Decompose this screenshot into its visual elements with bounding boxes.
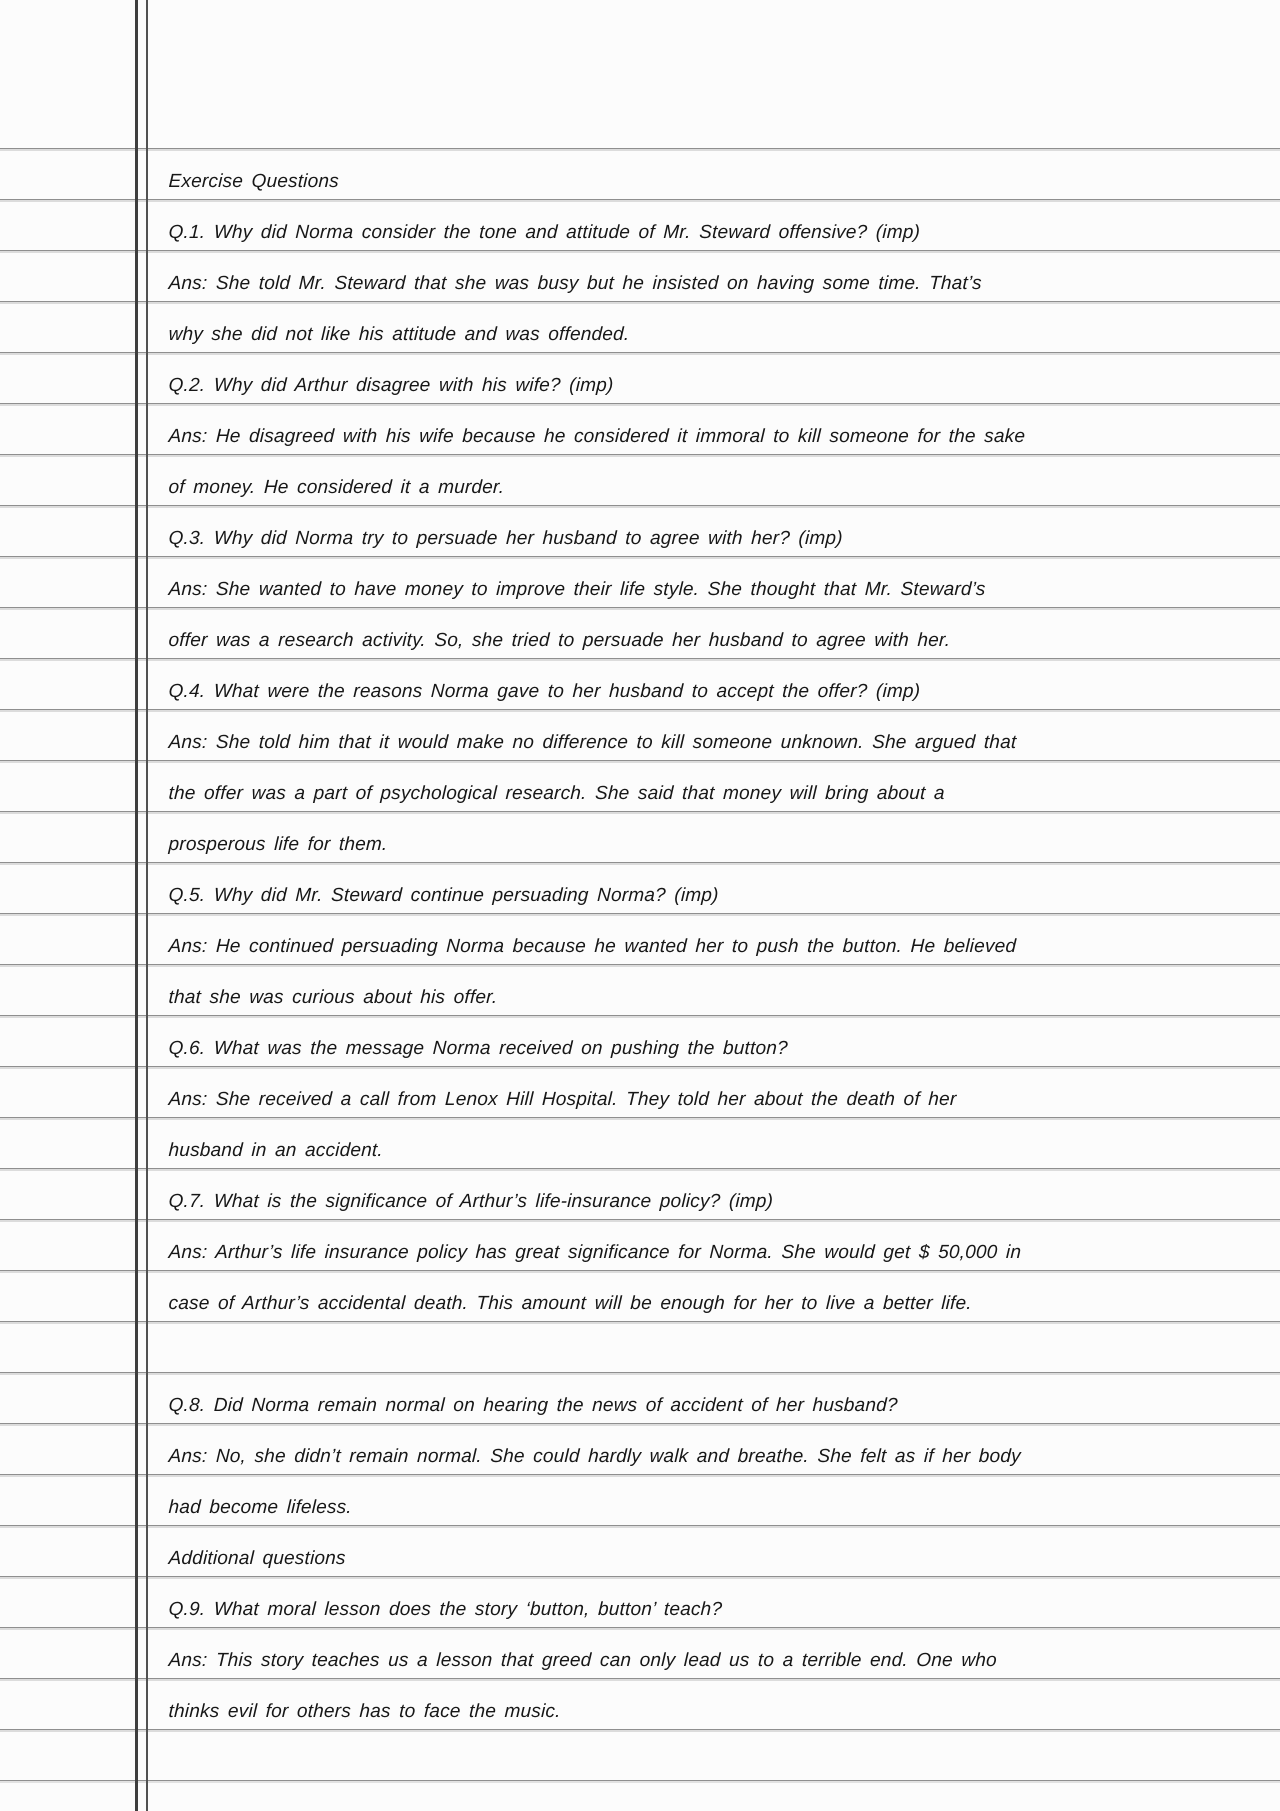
- line-text: Ans: She told him that it would make no difference to kill someone unknown. She argued that: [168, 732, 1017, 753]
- notebook-line: [0, 1424, 1280, 1475]
- notebook-line-blank: [0, 1322, 1280, 1373]
- notebook-line: [0, 404, 1280, 455]
- line-text: Q.8. Did Norma remain normal on hearing the news of accident of her husband?: [168, 1395, 899, 1416]
- notebook-line: [0, 455, 1280, 506]
- line-text: Ans: This story teaches us a lesson that greed can only lead us to a terrible end. One who: [168, 1650, 998, 1671]
- line-text: why she did not like his attitude and was offended.: [168, 324, 630, 345]
- line-text: the offer was a part of psychological research. She said that money will bring about a: [168, 783, 946, 804]
- line-text: Ans: He continued persuading Norma because he wanted her to push the button. He believed: [168, 936, 1017, 957]
- notebook-line-q3: [0, 506, 1280, 557]
- notebook-line-q4: [0, 659, 1280, 710]
- notebook-line: [0, 761, 1280, 812]
- notebook-line-q7: [0, 1169, 1280, 1220]
- notebook-line: [0, 251, 1280, 302]
- notebook-line-q6: [0, 1016, 1280, 1067]
- line-text: Exercise Questions: [168, 171, 340, 192]
- line-text: case of Arthur’s accidental death. This amount will be enough for her to live a better life.: [168, 1293, 973, 1314]
- line-text: Q.6. What was the message Norma received on pushing the button?: [168, 1038, 789, 1059]
- notebook-line: [0, 1271, 1280, 1322]
- line-text: husband in an accident.: [168, 1140, 384, 1161]
- notebook-line-subheading: [0, 1526, 1280, 1577]
- line-text: Ans: He disagreed with his wife because he considered it immoral to kill someone for the sake: [168, 426, 1026, 447]
- notebook-line-blank: [0, 1730, 1280, 1781]
- notebook-line: [0, 0, 1280, 149]
- notebook-line: [0, 710, 1280, 761]
- notebook-line: [0, 1220, 1280, 1271]
- line-text: Ans: She told Mr. Steward that she was busy but he insisted on having some time. That’s: [168, 273, 983, 294]
- notebook-line-q2: [0, 353, 1280, 404]
- margin-vertical-line-inner: [146, 0, 148, 1811]
- line-text: had become lifeless.: [168, 1497, 353, 1518]
- line-text: Q.7. What is the significance of Arthur’s life-insurance policy? (imp): [168, 1191, 774, 1212]
- line-text: Q.5. Why did Mr. Steward continue persuading Norma? (imp): [168, 885, 719, 906]
- notebook-line: [0, 1118, 1280, 1169]
- notebook-line: [0, 812, 1280, 863]
- line-text: Additional questions: [168, 1548, 347, 1569]
- line-text: Ans: Arthur’s life insurance policy has great significance for Norma. She would get $ 50,000 in: [168, 1242, 1022, 1263]
- line-text: of money. He considered it a murder.: [168, 477, 505, 498]
- line-text: Q.3. Why did Norma try to persuade her husband to agree with her? (imp): [168, 528, 844, 549]
- notebook-line: [0, 1475, 1280, 1526]
- line-text: Q.2. Why did Arthur disagree with his wife? (imp): [168, 375, 614, 396]
- notebook-line: [0, 1679, 1280, 1730]
- notebook-line-q5: [0, 863, 1280, 914]
- notebook-line: [0, 914, 1280, 965]
- line-text: Ans: She received a call from Lenox Hill Hospital. They told her about the death of her: [168, 1089, 957, 1110]
- line-text: prosperous life for them.: [168, 834, 388, 855]
- notebook-line-q8: [0, 1373, 1280, 1424]
- line-text: Q.9. What moral lesson does the story ‘button, button’ teach?: [168, 1599, 723, 1620]
- notebook-line: [0, 557, 1280, 608]
- line-text: thinks evil for others has to face the music.: [168, 1701, 562, 1722]
- notebook-line: [0, 965, 1280, 1016]
- page-bottom-margin: [0, 1781, 1280, 1811]
- line-text: Ans: No, she didn’t remain normal. She could hardly walk and breathe. She felt as if her body: [168, 1446, 1022, 1467]
- notebook-line: [0, 608, 1280, 659]
- notebook-line: [0, 1628, 1280, 1679]
- notebook-line: [0, 1067, 1280, 1118]
- notebook-line-q9: [0, 1577, 1280, 1628]
- notebook-line-q1: [0, 200, 1280, 251]
- margin-vertical-line-outer: [135, 0, 138, 1811]
- line-text: Q.4. What were the reasons Norma gave to her husband to accept the offer? (imp): [168, 681, 921, 702]
- line-text: that she was curious about his offer.: [168, 987, 498, 1008]
- line-text: Q.1. Why did Norma consider the tone and attitude of Mr. Steward offensive? (imp): [168, 222, 921, 243]
- notebook-line: [0, 302, 1280, 353]
- line-text: offer was a research activity. So, she tried to persuade her husband to agree with her.: [168, 630, 951, 651]
- line-text: Ans: She wanted to have money to improve their life style. She thought that Mr. Steward’s: [168, 579, 986, 600]
- notebook-line-heading: [0, 149, 1280, 200]
